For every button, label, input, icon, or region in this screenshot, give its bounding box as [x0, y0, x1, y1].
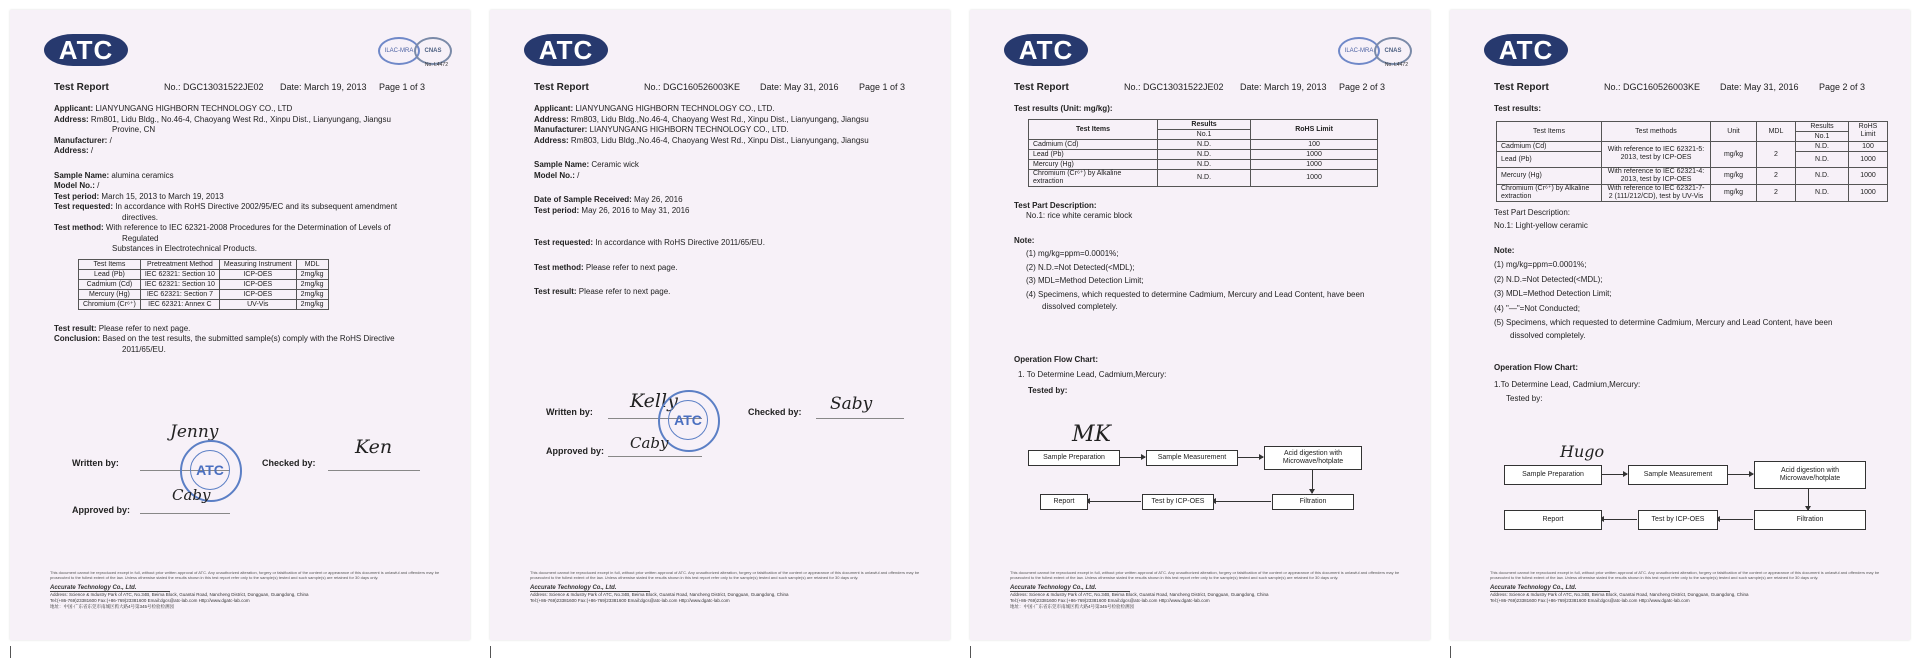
- sample-received-value: May 26, 2016: [634, 195, 683, 204]
- report-page-4: [1450, 10, 1910, 640]
- table-header: Test Items: [1029, 119, 1158, 139]
- tested-by-signature: Hugo: [1560, 442, 1605, 461]
- note-item: (3) MDL=Method Detection Limit;: [1026, 276, 1144, 285]
- note-item: (3) MDL=Method Detection Limit;: [1494, 289, 1612, 298]
- report-date: Date: May 31, 2016: [760, 82, 839, 92]
- table-header: Test Items: [1497, 121, 1602, 141]
- ilac-mra-logo: ILAC-MRA: [378, 37, 420, 65]
- footer-company: Accurate Technology Co., Ltd.: [530, 586, 650, 592]
- flow-chart-item: 1.To Determine Lead, Cadmium,Mercury:: [1494, 379, 1641, 389]
- address-value-cont: Provine, CN: [112, 125, 156, 134]
- checked-by-line: [816, 418, 904, 419]
- flow-box: Acid digestion with Microwave/hotplate: [1264, 446, 1362, 470]
- table-cell: ICP-OES: [219, 279, 296, 289]
- written-by-label: Written by:: [546, 407, 593, 417]
- page-edge-mark: [1450, 646, 1451, 658]
- report-page-2: [490, 10, 950, 640]
- table-cell: 100: [1251, 139, 1378, 149]
- table-header: Test methods: [1602, 121, 1711, 141]
- test-result-label: Test result:: [54, 323, 97, 333]
- table-cell: ICP-OES: [219, 269, 296, 279]
- approved-by-label: Approved by:: [72, 505, 131, 515]
- part-description-value: No.1: rice white ceramic block: [1026, 211, 1133, 220]
- report-date: Date: March 19, 2013: [280, 82, 367, 92]
- atc-logo: ATC: [1004, 34, 1088, 66]
- table-cell: N.D.: [1158, 159, 1251, 169]
- table-cell: IEC 62321: Section 7: [140, 289, 219, 299]
- flow-box: Sample Preparation: [1028, 450, 1120, 466]
- table-subheader: No.1: [1158, 129, 1251, 139]
- address-value: Rm803, Lidu Bldg.,No.46-4, Chaoyang West Rd., Xinpu Dist., Lianyungang, Jiangsu: [570, 114, 869, 124]
- table-row: [1029, 159, 1378, 169]
- table-cell: 1000: [1849, 167, 1888, 184]
- table-header: Pretreatment Method: [140, 259, 219, 269]
- tested-by-label: Tested by:: [1506, 394, 1543, 403]
- page-number: Page 2 of 3: [1819, 82, 1866, 92]
- approved-by-line: [608, 456, 702, 457]
- footer-contact: Tel:(+86-769)23381600 Fax:(+86-769)23381600 Email:dgcs@atc-lab.com Http://www.dgatc-lab.com: [1490, 598, 1690, 603]
- address-value: Rm801, Lidu Bldg., No.46-4, Chaoyang West Rd., Xinpu Dist., Lianyungang, Jiangsu: [90, 114, 391, 124]
- footer-address: Address: Science & Industry Park of ATC, No.34B, Beima Block, Guantai Road, Nancheng District, Dongguan, Guangdong, China: [1010, 592, 1269, 597]
- manufacturer-value: /: [109, 135, 112, 145]
- arrow-right-icon: [1237, 457, 1263, 458]
- table-cell: mg/kg: [1711, 167, 1757, 184]
- cert-number: No. L4472: [424, 62, 448, 68]
- checked-by-label: Checked by:: [262, 458, 316, 468]
- atc-stamp-text: ATC: [190, 450, 230, 490]
- report-page-1: [10, 10, 470, 640]
- table-row: [1029, 139, 1378, 149]
- table-cell: IEC 62321: Section 10: [140, 269, 219, 279]
- table-cell: 2mg/kg: [296, 299, 328, 309]
- footer-address-cn: 地址：中国·广东省东莞市南城区鸦大路4号第345号检验检测园: [50, 604, 175, 609]
- test-requested-cont: directives.: [122, 212, 159, 222]
- model-value: /: [97, 181, 100, 190]
- manufacturer-address-label: Address:: [534, 135, 569, 145]
- report-body: [1014, 104, 1410, 396]
- note-item: (1) mg/kg=ppm=0.0001%;: [1494, 260, 1587, 269]
- checked-by-label: Checked by:: [748, 407, 802, 417]
- ilac-mra-logo: ILAC-MRA: [1338, 37, 1380, 65]
- footer-address-cn: 地址：中国·广东省东莞市南城区鸦大路4号第345号检验检测园: [1010, 604, 1135, 609]
- footer-address: Address: Science & Industry Park of ATC, No.34B, Beima Block, Guantai Road, Nancheng District, Dongguan, Guangdong, China: [50, 592, 309, 597]
- table-row: [79, 289, 329, 299]
- report-number: No.: DGC160526003KE: [644, 82, 741, 92]
- table-cell: N.D.: [1795, 151, 1848, 167]
- table-cell: Mercury (Hg): [79, 289, 141, 299]
- approved-by-line: [140, 513, 230, 514]
- report-body: [54, 104, 450, 355]
- sample-name-value: alumina ceramics: [111, 170, 174, 180]
- table-cell: 100: [1849, 141, 1888, 151]
- test-period-label: Test period:: [534, 205, 580, 215]
- model-value: /: [577, 170, 580, 180]
- address-label: Address:: [534, 114, 569, 124]
- table-row: [79, 269, 329, 279]
- part-description-label: Test Part Description:: [1014, 200, 1097, 210]
- report-title: Test Report: [534, 82, 589, 93]
- approved-by-signature: Caby: [172, 486, 211, 504]
- table-cell: Cadmium (Cd): [1497, 141, 1602, 151]
- results-heading: Test results (Unit: mg/kg):: [1014, 104, 1113, 113]
- report-title: Test Report: [54, 82, 109, 93]
- atc-logo: ATC: [44, 34, 128, 66]
- applicant-label: Applicant:: [54, 104, 94, 113]
- manufacturer-address-label: Address:: [54, 146, 89, 155]
- table-cell: 2: [1757, 167, 1796, 184]
- test-result-value: Please refer to next page.: [98, 323, 191, 333]
- table-header: RoHS Limit: [1849, 121, 1888, 141]
- table-cell: Cadmium (Cd): [1029, 139, 1158, 149]
- applicant-value: LIANYUNGANG HIGHBORN TECHNOLOGY CO., LTD: [95, 104, 293, 113]
- arrow-left-icon: [1086, 501, 1141, 502]
- page-number: Page 1 of 3: [859, 82, 906, 92]
- report-number: No.: DGC13031522JE02: [1124, 82, 1224, 92]
- table-header: Measuring Instrument: [219, 259, 296, 269]
- table-cell: 2mg/kg: [296, 289, 328, 299]
- page-footer: [1010, 570, 1410, 610]
- model-label: Model No.:: [54, 181, 95, 190]
- flow-box: Filtration: [1754, 510, 1866, 530]
- note-item: (4) Specimens, which requested to determine Cadmium, Mercury and Lead Content, have been: [1026, 289, 1365, 299]
- flow-box: Sample Measurement: [1146, 450, 1238, 466]
- flow-box: Report: [1040, 494, 1088, 510]
- table-cell: 2: [1757, 184, 1796, 201]
- table-cell: 2mg/kg: [296, 279, 328, 289]
- table-cell: With reference to IEC 62321-4: 2013, test by ICP-OES: [1602, 167, 1711, 184]
- table-cell: mg/kg: [1711, 184, 1757, 201]
- table-row: [1497, 141, 1888, 151]
- note-item-cont: dissolved completely.: [1042, 302, 1118, 311]
- page-edge-mark: [970, 646, 971, 658]
- report-number: No.: DGC13031522JE02: [164, 82, 264, 92]
- sample-name-value: Ceramic wick: [591, 160, 639, 169]
- flow-chart-item: 1. To Determine Lead, Cadmium,Mercury:: [1018, 370, 1167, 379]
- sample-name-label: Sample Name:: [534, 160, 590, 169]
- test-method-value: With reference to IEC 62321-2008 Procedures for the Determination of Levels of: [105, 223, 391, 232]
- flow-box: Sample Measurement: [1628, 465, 1728, 485]
- table-cell: 1000: [1251, 149, 1378, 159]
- arrow-left-icon: [1716, 519, 1753, 520]
- table-header: MDL: [296, 259, 328, 269]
- written-by-signature: Jenny: [170, 422, 219, 442]
- sample-name-label: Sample Name:: [54, 170, 110, 180]
- table-cell: Chromium (Cr⁶⁺): [79, 299, 141, 309]
- cnas-logo: CNAS: [1374, 37, 1412, 65]
- table-cell: Lead (Pb): [79, 269, 141, 279]
- table-cell: Cadmium (Cd): [79, 279, 141, 289]
- report-page-3: [970, 10, 1430, 640]
- results-heading: Test results:: [1494, 104, 1541, 113]
- arrow-left-icon: [1212, 501, 1271, 502]
- table-row: [1497, 184, 1888, 201]
- part-description-label: Test Part Description:: [1494, 207, 1571, 217]
- flow-box: Test by ICP-OES: [1638, 510, 1718, 530]
- approved-by-label: Approved by:: [546, 446, 605, 456]
- address-label: Address:: [54, 114, 89, 124]
- report-number: No.: DGC160526003KE: [1604, 82, 1701, 92]
- footer-contact: Tel:(+86-769)23381600 Fax:(+86-769)23381600 Email:dgcs@atc-lab.com Http://www.dgatc-lab.com: [530, 598, 730, 603]
- flow-box: Acid digestion with Microwave/hotplate: [1754, 461, 1866, 489]
- table-cell: Mercury (Hg): [1029, 159, 1158, 169]
- footer-contact: Tel:(+86-769)23381600 Fax:(+86-769)23381600 Email:dgcs@atc-lab.com Http://www.dgatc-lab.com: [50, 598, 250, 603]
- table-row: [79, 299, 329, 309]
- cnas-logo: CNAS: [414, 37, 452, 65]
- atc-stamp-text: ATC: [668, 400, 708, 440]
- note-item: (2) N.D.=Not Detected(<MDL);: [1494, 274, 1603, 284]
- table-cell: Lead (Pb): [1497, 151, 1602, 167]
- table-row: [1029, 149, 1378, 159]
- applicant-label: Applicant:: [534, 104, 574, 113]
- manufacturer-label: Manufacturer:: [534, 125, 588, 134]
- table-cell: Lead (Pb): [1029, 149, 1158, 159]
- test-method-label: Test method:: [534, 262, 584, 272]
- table-cell: N.D.: [1158, 139, 1251, 149]
- applicant-value: LIANYUNGANG HIGHBORN TECHNOLOGY CO., LTD.: [575, 104, 775, 113]
- test-requested-value: In accordance with RoHS Directive 2002/95/EC and its subsequent amendment: [115, 202, 398, 211]
- footer-company: Accurate Technology Co., Ltd.: [1490, 586, 1610, 592]
- table-cell: IEC 62321: Annex C: [140, 299, 219, 309]
- table-cell: N.D.: [1158, 149, 1251, 159]
- table-row: [79, 279, 329, 289]
- table-cell: 2mg/kg: [296, 269, 328, 279]
- flow-box: Sample Preparation: [1504, 465, 1602, 485]
- accreditation-logos: [1338, 35, 1408, 69]
- footer-contact: Tel:(+86-769)23381600 Fax:(+86-769)23381600 Email:dgcs@atc-lab.com Http://www.dgatc-lab.com: [1010, 598, 1210, 603]
- flow-box: Test by ICP-OES: [1142, 494, 1214, 510]
- test-requested-value: In accordance with RoHS Directive 2011/65/EU.: [595, 238, 765, 247]
- arrow-down-icon: [1312, 469, 1313, 493]
- table-cell: Mercury (Hg): [1497, 167, 1602, 184]
- manufacturer-value: LIANYUNGANG HIGHBORN TECHNOLOGY CO., LTD.: [589, 125, 789, 134]
- test-period-label: Test period:: [54, 191, 100, 201]
- table-cell: Chromium (Cr⁶⁺) by Alkaline extraction: [1029, 169, 1158, 186]
- page-number: Page 1 of 3: [379, 82, 426, 92]
- report-date: Date: March 19, 2013: [1240, 82, 1327, 92]
- test-method-cont: Regulated: [122, 233, 159, 243]
- flow-chart-label: Operation Flow Chart:: [1494, 363, 1578, 372]
- report-body: [534, 104, 930, 298]
- checked-by-signature: Ken: [355, 436, 393, 458]
- test-requested-label: Test requested:: [534, 238, 593, 247]
- cert-number: No. L4472: [1384, 62, 1408, 68]
- note-item: (4) "—"=Not Conducted;: [1494, 303, 1580, 313]
- results-table: [1028, 119, 1378, 187]
- note-label: Note:: [1494, 245, 1515, 255]
- table-cell: N.D.: [1795, 184, 1848, 201]
- method-table: [78, 259, 329, 310]
- table-header: Test Items: [79, 259, 141, 269]
- footer-company: Accurate Technology Co., Ltd.: [50, 586, 170, 592]
- arrow-right-icon: [1601, 474, 1627, 475]
- table-cell: UV-Vis: [219, 299, 296, 309]
- test-result-value: Please refer to next page.: [578, 287, 671, 296]
- manufacturer-address-value: /: [90, 146, 94, 155]
- arrow-right-icon: [1727, 474, 1753, 475]
- page-footer: [1490, 570, 1890, 604]
- table-cell: N.D.: [1158, 169, 1251, 186]
- table-header: Results: [1158, 119, 1251, 129]
- results-table: [1496, 121, 1888, 202]
- table-header: Unit: [1711, 121, 1757, 141]
- approved-by-signature: Caby: [630, 434, 669, 452]
- test-requested-label: Test requested:: [54, 202, 113, 211]
- footer-address: Address: Science & Industry Park of ATC, No.34B, Beima Block, Guantai Road, Nancheng District, Dongguan, Guangdong, China: [530, 592, 789, 597]
- footer-address: Address: Science & Industry Park of ATC, No.34B, Beima Block, Guantai Road, Nancheng District, Dongguan, Guangdong, China: [1490, 592, 1749, 597]
- note-item: (2) N.D.=Not Detected(<MDL);: [1026, 262, 1135, 272]
- page-edge-mark: [490, 646, 491, 658]
- checked-by-signature: Saby: [830, 394, 873, 414]
- written-by-label: Written by:: [72, 458, 119, 468]
- flow-box: Report: [1504, 510, 1602, 530]
- footer-disclaimer: This document cannot be reproduced except in full, without prior written approval of ATC. Any unauthorized alteration, forgery or falsification of the content or appearance of this document is unlawful and offenders may be prosecuted to the fullest extent of the law. Unless otherwise stated the results shown in this test report refer only to the sample(s) tested and such sample(s) are retained for 30 days only.: [530, 570, 920, 580]
- table-row: [1029, 169, 1378, 186]
- table-cell: 1000: [1849, 184, 1888, 201]
- note-item: (5) Specimens, which requested to determine Cadmium, Mercury and Lead Content, have been: [1494, 318, 1833, 327]
- page-footer: [50, 570, 450, 610]
- accreditation-logos: [378, 35, 448, 69]
- tested-by-signature: MK: [1072, 422, 1111, 447]
- atc-logo: ATC: [1484, 34, 1568, 66]
- note-item: (1) mg/kg=ppm=0.0001%;: [1026, 249, 1119, 258]
- report-title: Test Report: [1014, 82, 1069, 93]
- report-body: [1494, 104, 1890, 405]
- test-period-value: March 15, 2013 to March 19, 2013: [101, 191, 224, 201]
- page-footer: [530, 570, 930, 604]
- table-cell: 1000: [1251, 169, 1378, 186]
- table-header: RoHS Limit: [1251, 119, 1378, 139]
- table-subheader: No.1: [1795, 131, 1848, 141]
- page-number: Page 2 of 3: [1339, 82, 1386, 92]
- table-row: [1497, 167, 1888, 184]
- part-description-value: No.1: Light-yellow ceramic: [1494, 221, 1588, 230]
- report-title: Test Report: [1494, 82, 1549, 93]
- table-cell: ICP-OES: [219, 289, 296, 299]
- footer-disclaimer: This document cannot be reproduced except in full, without prior written approval of ATC. Any unauthorized alteration, forgery or falsification of the content or appearance of this document is unlawful and offenders may be prosecuted to the fullest extent of the law. Unless otherwise stated the results shown in this test report refer only to the sample(s) tested and such sample(s) are retained for 30 days only.: [50, 570, 440, 580]
- table-cell: 2: [1757, 141, 1796, 167]
- flow-chart-label: Operation Flow Chart:: [1014, 354, 1098, 364]
- table-cell: With reference to IEC 62321-5: 2013, test by ICP-OES: [1602, 141, 1711, 167]
- test-method-value: Please refer to next page.: [585, 262, 678, 272]
- test-result-label: Test result:: [534, 287, 577, 296]
- test-period-value: May 26, 2016 to May 31, 2016: [581, 205, 690, 215]
- arrow-left-icon: [1600, 519, 1637, 520]
- sample-received-label: Date of Sample Received:: [534, 195, 632, 204]
- tested-by-label: Tested by:: [1028, 385, 1068, 395]
- flow-box: Filtration: [1272, 494, 1354, 510]
- test-method-label: Test method:: [54, 223, 104, 232]
- written-by-signature: Kelly: [630, 390, 678, 412]
- arrow-right-icon: [1119, 457, 1145, 458]
- arrow-down-icon: [1808, 488, 1809, 510]
- conclusion-cont: 2011/65/EU.: [122, 344, 166, 354]
- table-cell: N.D.: [1795, 141, 1848, 151]
- conclusion-label: Conclusion:: [54, 334, 101, 343]
- table-cell: 1000: [1849, 151, 1888, 167]
- footer-company: Accurate Technology Co., Ltd.: [1010, 586, 1130, 592]
- footer-disclaimer: This document cannot be reproduced except in full, without prior written approval of ATC. Any unauthorized alteration, forgery or falsification of the content or appearance of this document is unlawful and offenders may be prosecuted to the fullest extent of the law. Unless otherwise stated the results shown in this test report refer only to the sample(s) tested and such sample(s) are retained for 30 days only.: [1010, 570, 1400, 580]
- test-method-cont2: Substances in Electrotechnical Products.: [112, 244, 257, 253]
- model-label: Model No.:: [534, 170, 575, 180]
- table-cell: With reference to IEC 62321-7-2 (111/212/CD), test by UV-Vis: [1602, 184, 1711, 201]
- note-label: Note:: [1014, 235, 1035, 245]
- conclusion-value: Based on the test results, the submitted sample(s) comply with the RoHS Directive: [102, 334, 395, 343]
- table-cell: mg/kg: [1711, 141, 1757, 167]
- table-cell: N.D.: [1795, 167, 1848, 184]
- table-cell: Chromium (Cr⁶⁺) by Alkaline extraction: [1497, 184, 1602, 201]
- atc-logo: ATC: [524, 34, 608, 66]
- manufacturer-label: Manufacturer:: [54, 135, 108, 145]
- table-header: MDL: [1757, 121, 1796, 141]
- table-header: Results: [1795, 121, 1848, 131]
- report-date: Date: May 31, 2016: [1720, 82, 1799, 92]
- page-edge-mark: [10, 646, 11, 658]
- manufacturer-address-value: Rm803, Lidu Bldg.,No.46-4, Chaoyang West Rd., Xinpu Dist., Lianyungang, Jiangsu: [570, 135, 869, 145]
- table-cell: IEC 62321: Section 10: [140, 279, 219, 289]
- footer-disclaimer: This document cannot be reproduced except in full, without prior written approval of ATC. Any unauthorized alteration, forgery or falsification of the content or appearance of this document is unlawful and offenders may be prosecuted to the fullest extent of the law. Unless otherwise stated the results shown in this test report refer only to the sample(s) tested and such sample(s) are retained for 30 days only.: [1490, 570, 1880, 580]
- checked-by-line: [328, 470, 420, 471]
- table-cell: 1000: [1251, 159, 1378, 169]
- note-item-cont: dissolved completely.: [1510, 330, 1586, 340]
